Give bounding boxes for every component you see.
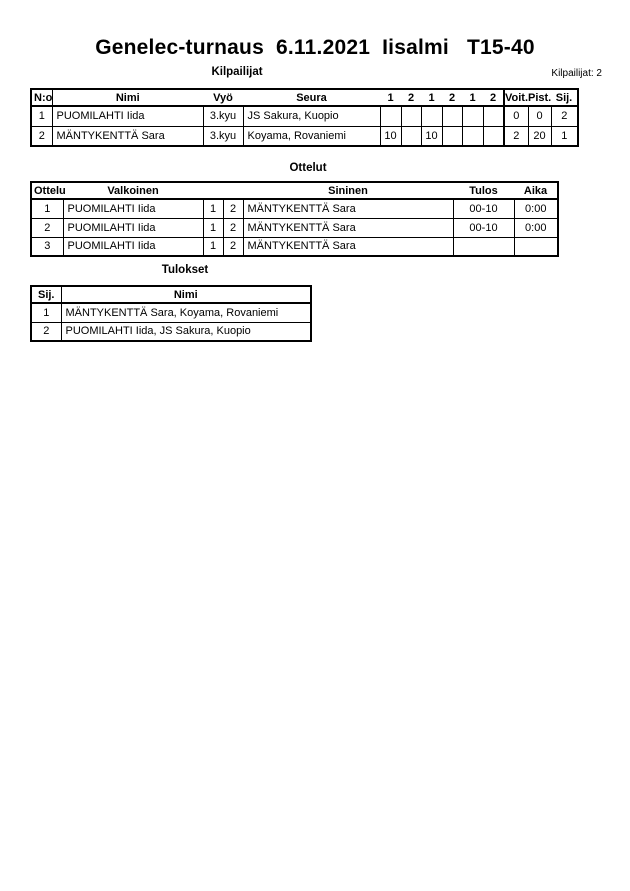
page-title: Genelec-turnaus 6.11.2021 Iisalmi T15-40 (95, 36, 535, 59)
ottelut-header-row (31, 182, 558, 199)
cell-blue-num: 2 (223, 218, 243, 237)
cell-score (442, 106, 462, 126)
cell-voit: 2 (504, 126, 528, 146)
cell-blue-name: MÄNTYKENTTÄ Sara (243, 237, 453, 256)
cell-white-name: PUOMILAHTI Iida (63, 199, 203, 218)
cell-match-no: 2 (31, 218, 63, 237)
cell-blue-num: 2 (223, 237, 243, 256)
col-header-score-3: 1 (421, 89, 442, 106)
cell-match-no: 3 (31, 237, 63, 256)
cell-score (442, 126, 462, 146)
cell-aika: 0:00 (514, 218, 558, 237)
cell-white-num: 1 (203, 199, 223, 218)
cell-score (380, 106, 401, 126)
tulokset-table (30, 285, 312, 342)
cell-aika (514, 237, 558, 256)
cell-tulos: 00-10 (453, 218, 514, 237)
cell-seura: JS Sakura, Kuopio (243, 106, 380, 126)
cell-pist: 0 (528, 106, 551, 126)
ottelut-row (31, 237, 558, 256)
competitors-count: Kilpailijat: 2 (551, 68, 602, 79)
col-header-nimi: Nimi (52, 89, 203, 106)
col-header-score-6: 2 (483, 89, 504, 106)
col-header-blue-num (223, 182, 243, 199)
col-header-voit: Voit. (504, 89, 528, 106)
cell-vyo: 3.kyu (203, 106, 243, 126)
section-heading-kilpailijat: Kilpailijat (211, 66, 263, 78)
tulokset-row (31, 322, 311, 341)
col-header-sij: Sij. (551, 89, 578, 106)
col-header-tulos: Tulos (453, 182, 514, 199)
cell-vyo: 3.kyu (203, 126, 243, 146)
col-header-score-5: 1 (462, 89, 483, 106)
cell-score (401, 126, 421, 146)
col-header-no: N:o (31, 89, 52, 106)
cell-score (401, 106, 421, 126)
cell-sij: 1 (551, 126, 578, 146)
cell-placing: 1 (31, 303, 61, 322)
cell-voit: 0 (504, 106, 528, 126)
kilpailijat-row (31, 106, 578, 126)
col-header-score-1: 1 (380, 89, 401, 106)
cell-match-no: 1 (31, 199, 63, 218)
kilpailijat-header-row (31, 89, 578, 106)
col-header-nimi: Nimi (61, 286, 311, 303)
col-header-sininen: Sininen (243, 182, 453, 199)
tulokset-row (31, 303, 311, 322)
cell-score (483, 106, 504, 126)
cell-blue-name: MÄNTYKENTTÄ Sara (243, 218, 453, 237)
cell-white-num: 1 (203, 237, 223, 256)
section-heading-ottelut: Ottelut (289, 162, 327, 174)
col-header-score-4: 2 (442, 89, 462, 106)
col-header-score-2: 2 (401, 89, 421, 106)
section-heading-tulokset: Tulokset (161, 264, 209, 276)
cell-placing: 2 (31, 322, 61, 341)
ottelut-row (31, 199, 558, 218)
cell-score: 10 (421, 126, 442, 146)
cell-aika: 0:00 (514, 199, 558, 218)
cell-blue-num: 2 (223, 199, 243, 218)
col-header-seura: Seura (243, 89, 380, 106)
col-header-pist: Pist. (528, 89, 551, 106)
cell-score (483, 126, 504, 146)
cell-seura: Koyama, Rovaniemi (243, 126, 380, 146)
col-header-vyo: Vyö (203, 89, 243, 106)
cell-name-club: PUOMILAHTI Iida, JS Sakura, Kuopio (61, 322, 311, 341)
cell-nimi: MÄNTYKENTTÄ Sara (52, 126, 203, 146)
col-header-aika: Aika (514, 182, 558, 199)
cell-tulos: 00-10 (453, 199, 514, 218)
cell-blue-name: MÄNTYKENTTÄ Sara (243, 199, 453, 218)
col-header-sij: Sij. (31, 286, 61, 303)
cell-score (421, 106, 442, 126)
cell-white-name: PUOMILAHTI Iida (63, 237, 203, 256)
cell-no: 1 (31, 106, 52, 126)
kilpailijat-row (31, 126, 578, 146)
cell-score (462, 126, 483, 146)
cell-white-name: PUOMILAHTI Iida (63, 218, 203, 237)
cell-sij: 2 (551, 106, 578, 126)
col-header-ottelu: Ottelu (31, 182, 63, 199)
cell-white-num: 1 (203, 218, 223, 237)
cell-score: 10 (380, 126, 401, 146)
cell-nimi: PUOMILAHTI Iida (52, 106, 203, 126)
col-header-white-num (203, 182, 223, 199)
cell-no: 2 (31, 126, 52, 146)
kilpailijat-table (30, 88, 579, 147)
tulokset-header-row (31, 286, 311, 303)
ottelut-table (30, 181, 559, 257)
cell-tulos (453, 237, 514, 256)
cell-name-club: MÄNTYKENTTÄ Sara, Koyama, Rovaniemi (61, 303, 311, 322)
cell-pist: 20 (528, 126, 551, 146)
col-header-valkoinen: Valkoinen (63, 182, 203, 199)
ottelut-row (31, 218, 558, 237)
cell-score (462, 106, 483, 126)
